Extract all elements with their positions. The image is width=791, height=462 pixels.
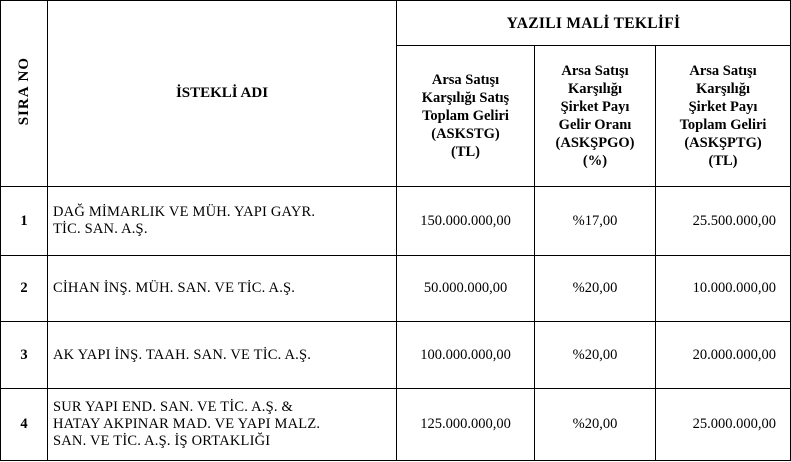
asksptg-value: 10.000.000,00 xyxy=(656,256,791,322)
table-row xyxy=(1,187,791,256)
row-number: 1 xyxy=(1,187,48,256)
bidder-name: DAĞ MİMARLIK VE MÜH. YAPI GAYR. TİC. SAN. A.Ş. xyxy=(48,187,397,256)
askspgo-value: %20,00 xyxy=(535,256,656,322)
bidder-name: SUR YAPI END. SAN. VE TİC. A.Ş. & HATAY AKPINAR MAD. VE YAPI MALZ. SAN. VE TİC. A.Ş. İŞ ORTAKLIĞI xyxy=(48,389,397,461)
askstg-value: 100.000.000,00 xyxy=(397,322,535,389)
asksptg-value: 25.500.000,00 xyxy=(656,187,791,256)
istekli-adi-header: İSTEKLİ ADI xyxy=(48,1,397,187)
yazili-mali-teklif-header: YAZILI MALİ TEKLİFİ xyxy=(397,1,791,46)
asksptg-header: Arsa Satışı Karşılığı Şirket Payı Toplam Geliri (ASKŞPTG) (TL) xyxy=(656,46,791,187)
header-row-group xyxy=(1,1,791,46)
bidder-name: CİHAN İNŞ. MÜH. SAN. VE TİC. A.Ş. xyxy=(48,256,397,322)
sira-no-header: SIRA NO xyxy=(15,56,32,126)
table-row xyxy=(1,256,791,322)
askstg-header: Arsa Satışı Karşılığı Satış Toplam Geliri (ASKSTG) (TL) xyxy=(397,46,535,187)
askspgo-header: Arsa Satışı Karşılığı Şirket Payı Gelir Oranı (ASKŞPGO) (%) xyxy=(535,46,656,187)
askspgo-value: %20,00 xyxy=(535,322,656,389)
row-number: 2 xyxy=(1,256,48,322)
table-row xyxy=(1,389,791,461)
asksptg-value: 20.000.000,00 xyxy=(656,322,791,389)
table-row xyxy=(1,322,791,389)
bidder-name: AK YAPI İNŞ. TAAH. SAN. VE TİC. A.Ş. xyxy=(48,322,397,389)
row-number: 4 xyxy=(1,389,48,461)
askspgo-value: %17,00 xyxy=(535,187,656,256)
row-number: 3 xyxy=(1,322,48,389)
askstg-value: 50.000.000,00 xyxy=(397,256,535,322)
askspgo-value: %20,00 xyxy=(535,389,656,461)
askstg-value: 150.000.000,00 xyxy=(397,187,535,256)
askstg-value: 125.000.000,00 xyxy=(397,389,535,461)
asksptg-value: 25.000.000,00 xyxy=(656,389,791,461)
sira-no-header-cell xyxy=(1,1,48,187)
